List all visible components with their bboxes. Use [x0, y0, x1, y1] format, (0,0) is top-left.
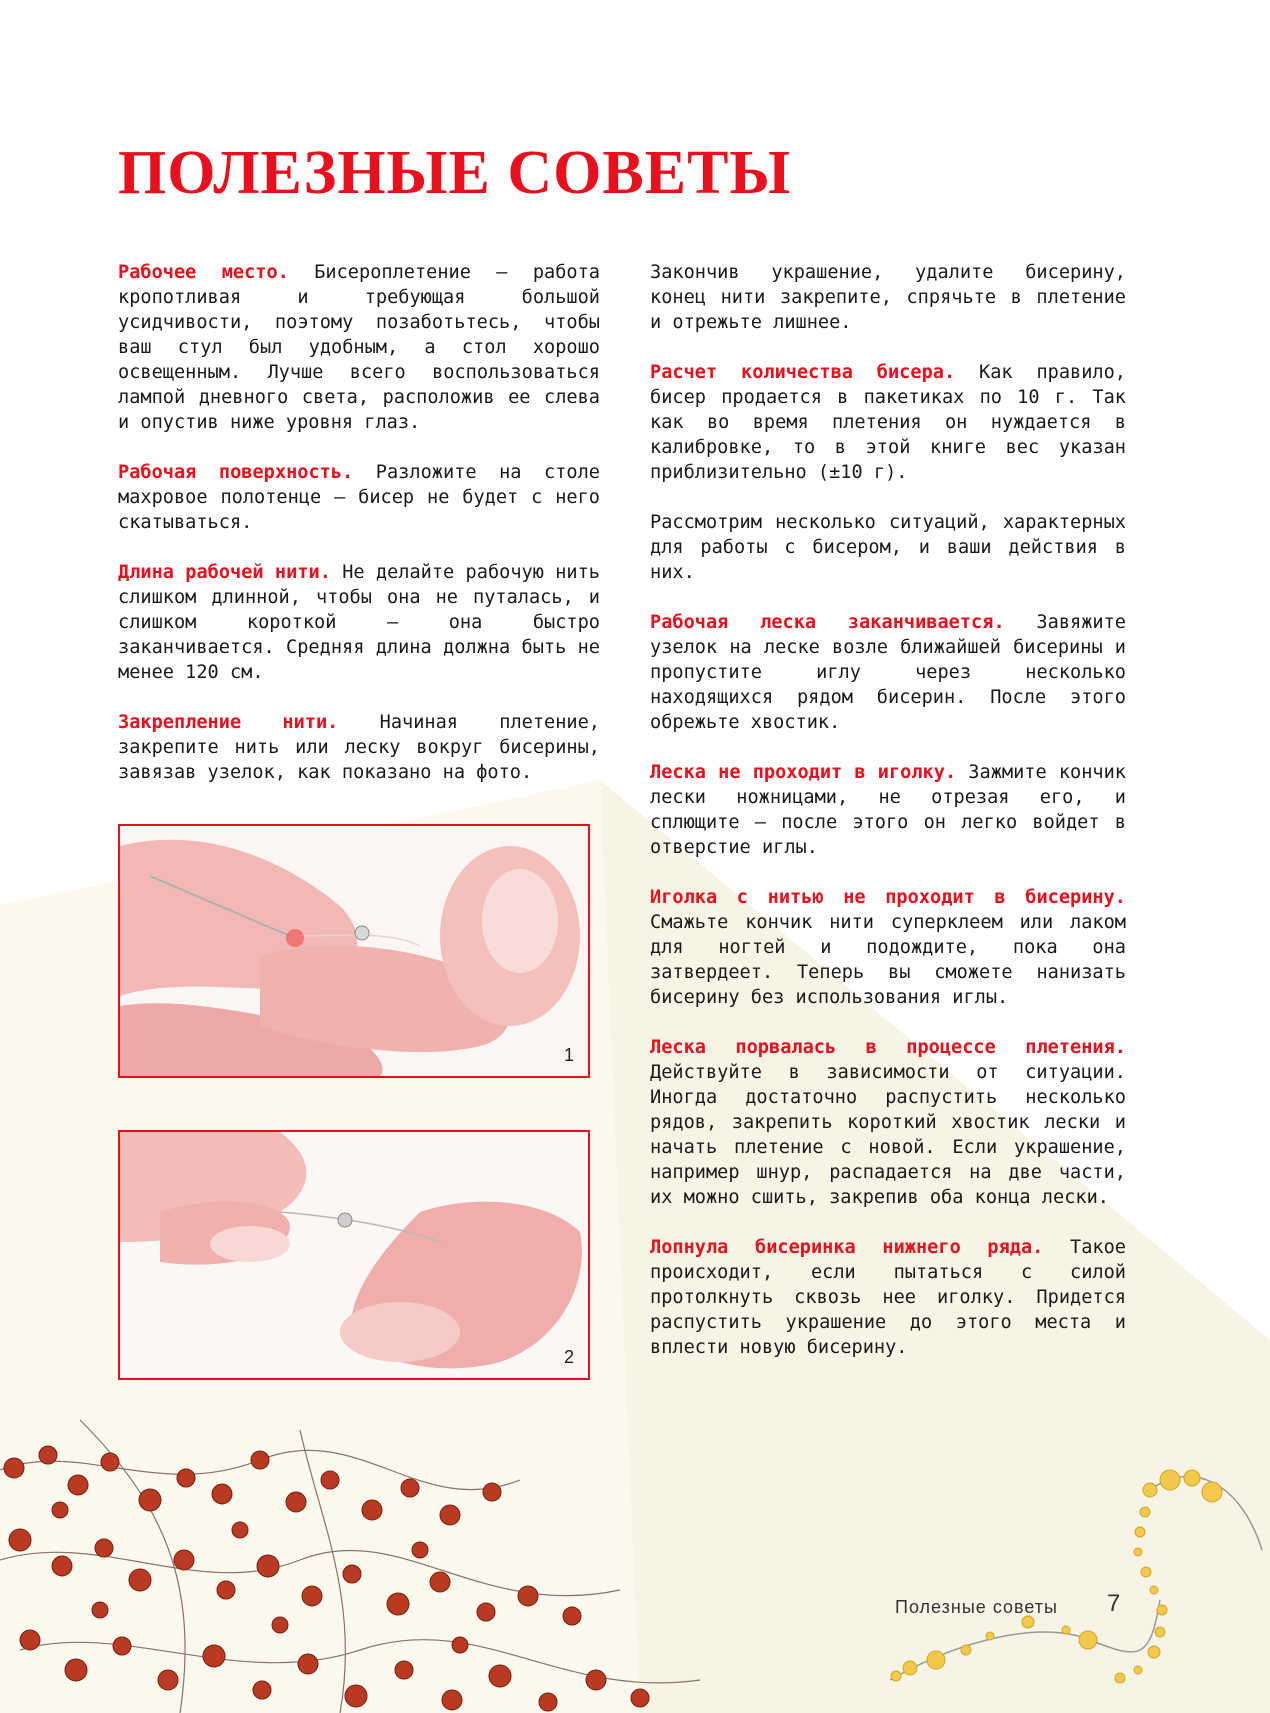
tip-workplace	[118, 260, 600, 435]
tip-text: Как правило, бисер продается в пакетиках по 10 г. Так как во время плетения он нуждается в калибровке, то в этой книге вес указан приблизительно (±10 г).	[650, 362, 1126, 483]
tip-text: Бисероплетение — работа кропотливая и требующая большой усидчивости, поэтому позаботьтесь, чтобы ваш стул был удобным, а стол хорошо освещенным. Лучше всего воспользоваться лампой дневного света, расположив ее слева и опустив ниже уровня глаз.	[118, 262, 600, 433]
tip-thread-length	[118, 560, 600, 685]
tip-keyword: Рабочее место.	[118, 262, 289, 283]
tip-text: Разложите на столе махровое полотенце — бисер не будет с него скатываться.	[118, 462, 600, 533]
left-column	[118, 260, 600, 810]
tip-finishing	[650, 260, 1126, 335]
tip-keyword: Расчет количества бисера.	[650, 362, 956, 383]
tip-keyword: Лопнула бисеринка нижнего ряда.	[650, 1237, 1044, 1258]
tip-needle-bead	[650, 885, 1126, 1010]
photo-2	[118, 1130, 590, 1380]
tip-text: Завяжите узелок на леске возле ближайшей бисерины и пропустите иглу через несколько находящихся рядом бисерин. После этого обрежьте хвостик.	[650, 612, 1126, 733]
tip-line-broke	[650, 1035, 1126, 1210]
tip-keyword: Закрепление нити.	[118, 712, 339, 733]
tip-text: Смажьте кончик нити суперклеем или лаком для ногтей и подождите, пока она затвердеет. Теперь вы сможете нанизать бисерину без использования иглы.	[650, 912, 1126, 1008]
tip-keyword: Леска порвалась в процессе плетения.	[650, 1037, 1126, 1058]
tip-keyword: Рабочая леска заканчивается.	[650, 612, 1005, 633]
photo-1	[118, 824, 590, 1078]
tip-keyword: Иголка с нитью не проходит в бисерину.	[650, 887, 1126, 908]
footer-section-label: Полезные советы	[895, 1597, 1058, 1617]
tip-text: Начиная плетение, закрепите нить или леску вокруг бисерины, завязав узелок, как показано на фото.	[118, 712, 600, 783]
tip-thread-fastening	[118, 710, 600, 785]
tip-bead-cracked	[650, 1235, 1126, 1360]
tip-keyword: Длина рабочей нити.	[118, 562, 331, 583]
tip-keyword: Леска не проходит в иголку.	[650, 762, 957, 783]
hands-needle-illustration	[120, 1132, 588, 1378]
tip-text: Такое происходит, если пытаться с силой протолкнуть сквозь нее иголку. Придется распустить украшение до этого места и вплести новую бисерину.	[650, 1237, 1126, 1358]
tip-keyword: Рабочая поверхность.	[118, 462, 354, 483]
tip-bead-amount	[650, 360, 1126, 485]
tip-work-surface	[118, 460, 600, 535]
tip-line-needle	[650, 760, 1126, 860]
tip-text: Зажмите кончик лески ножницами, не отрезая его, и сплющите — после этого он легко войдет в отверстие иглы.	[650, 762, 1126, 858]
tip-text: Закончив украшение, удалите бисерину, конец нити закрепите, спрячьте в плетение и отрежьте лишнее.	[650, 262, 1126, 333]
tip-text: Рассмотрим несколько ситуаций, характерных для работы с бисером, и ваши действия в них.	[650, 512, 1126, 583]
right-column	[650, 260, 1126, 1385]
hands-knot-illustration	[120, 826, 588, 1076]
photo-number: 2	[563, 1347, 574, 1367]
tip-line-ending	[650, 610, 1126, 735]
page-title: ПОЛЕЗНЫЕ СОВЕТЫ	[118, 139, 792, 207]
tip-text: Действуйте в зависимости от ситуации. Иногда достаточно распустить несколько рядов, закрепить короткий хвостик лески и начать плетение с новой. Если украшение, например шнур, распадается на две части, их можно сшить, закрепив оба конца лески.	[650, 1062, 1126, 1208]
photo-number: 1	[563, 1045, 574, 1065]
tip-situations	[650, 510, 1126, 585]
page-number: 7	[1107, 1590, 1121, 1617]
tip-text: Не делайте рабочую нить слишком длинной, чтобы она не путалась, и слишком короткой — она быстро заканчивается. Средняя длина должна быть не менее 120 см.	[118, 562, 600, 683]
